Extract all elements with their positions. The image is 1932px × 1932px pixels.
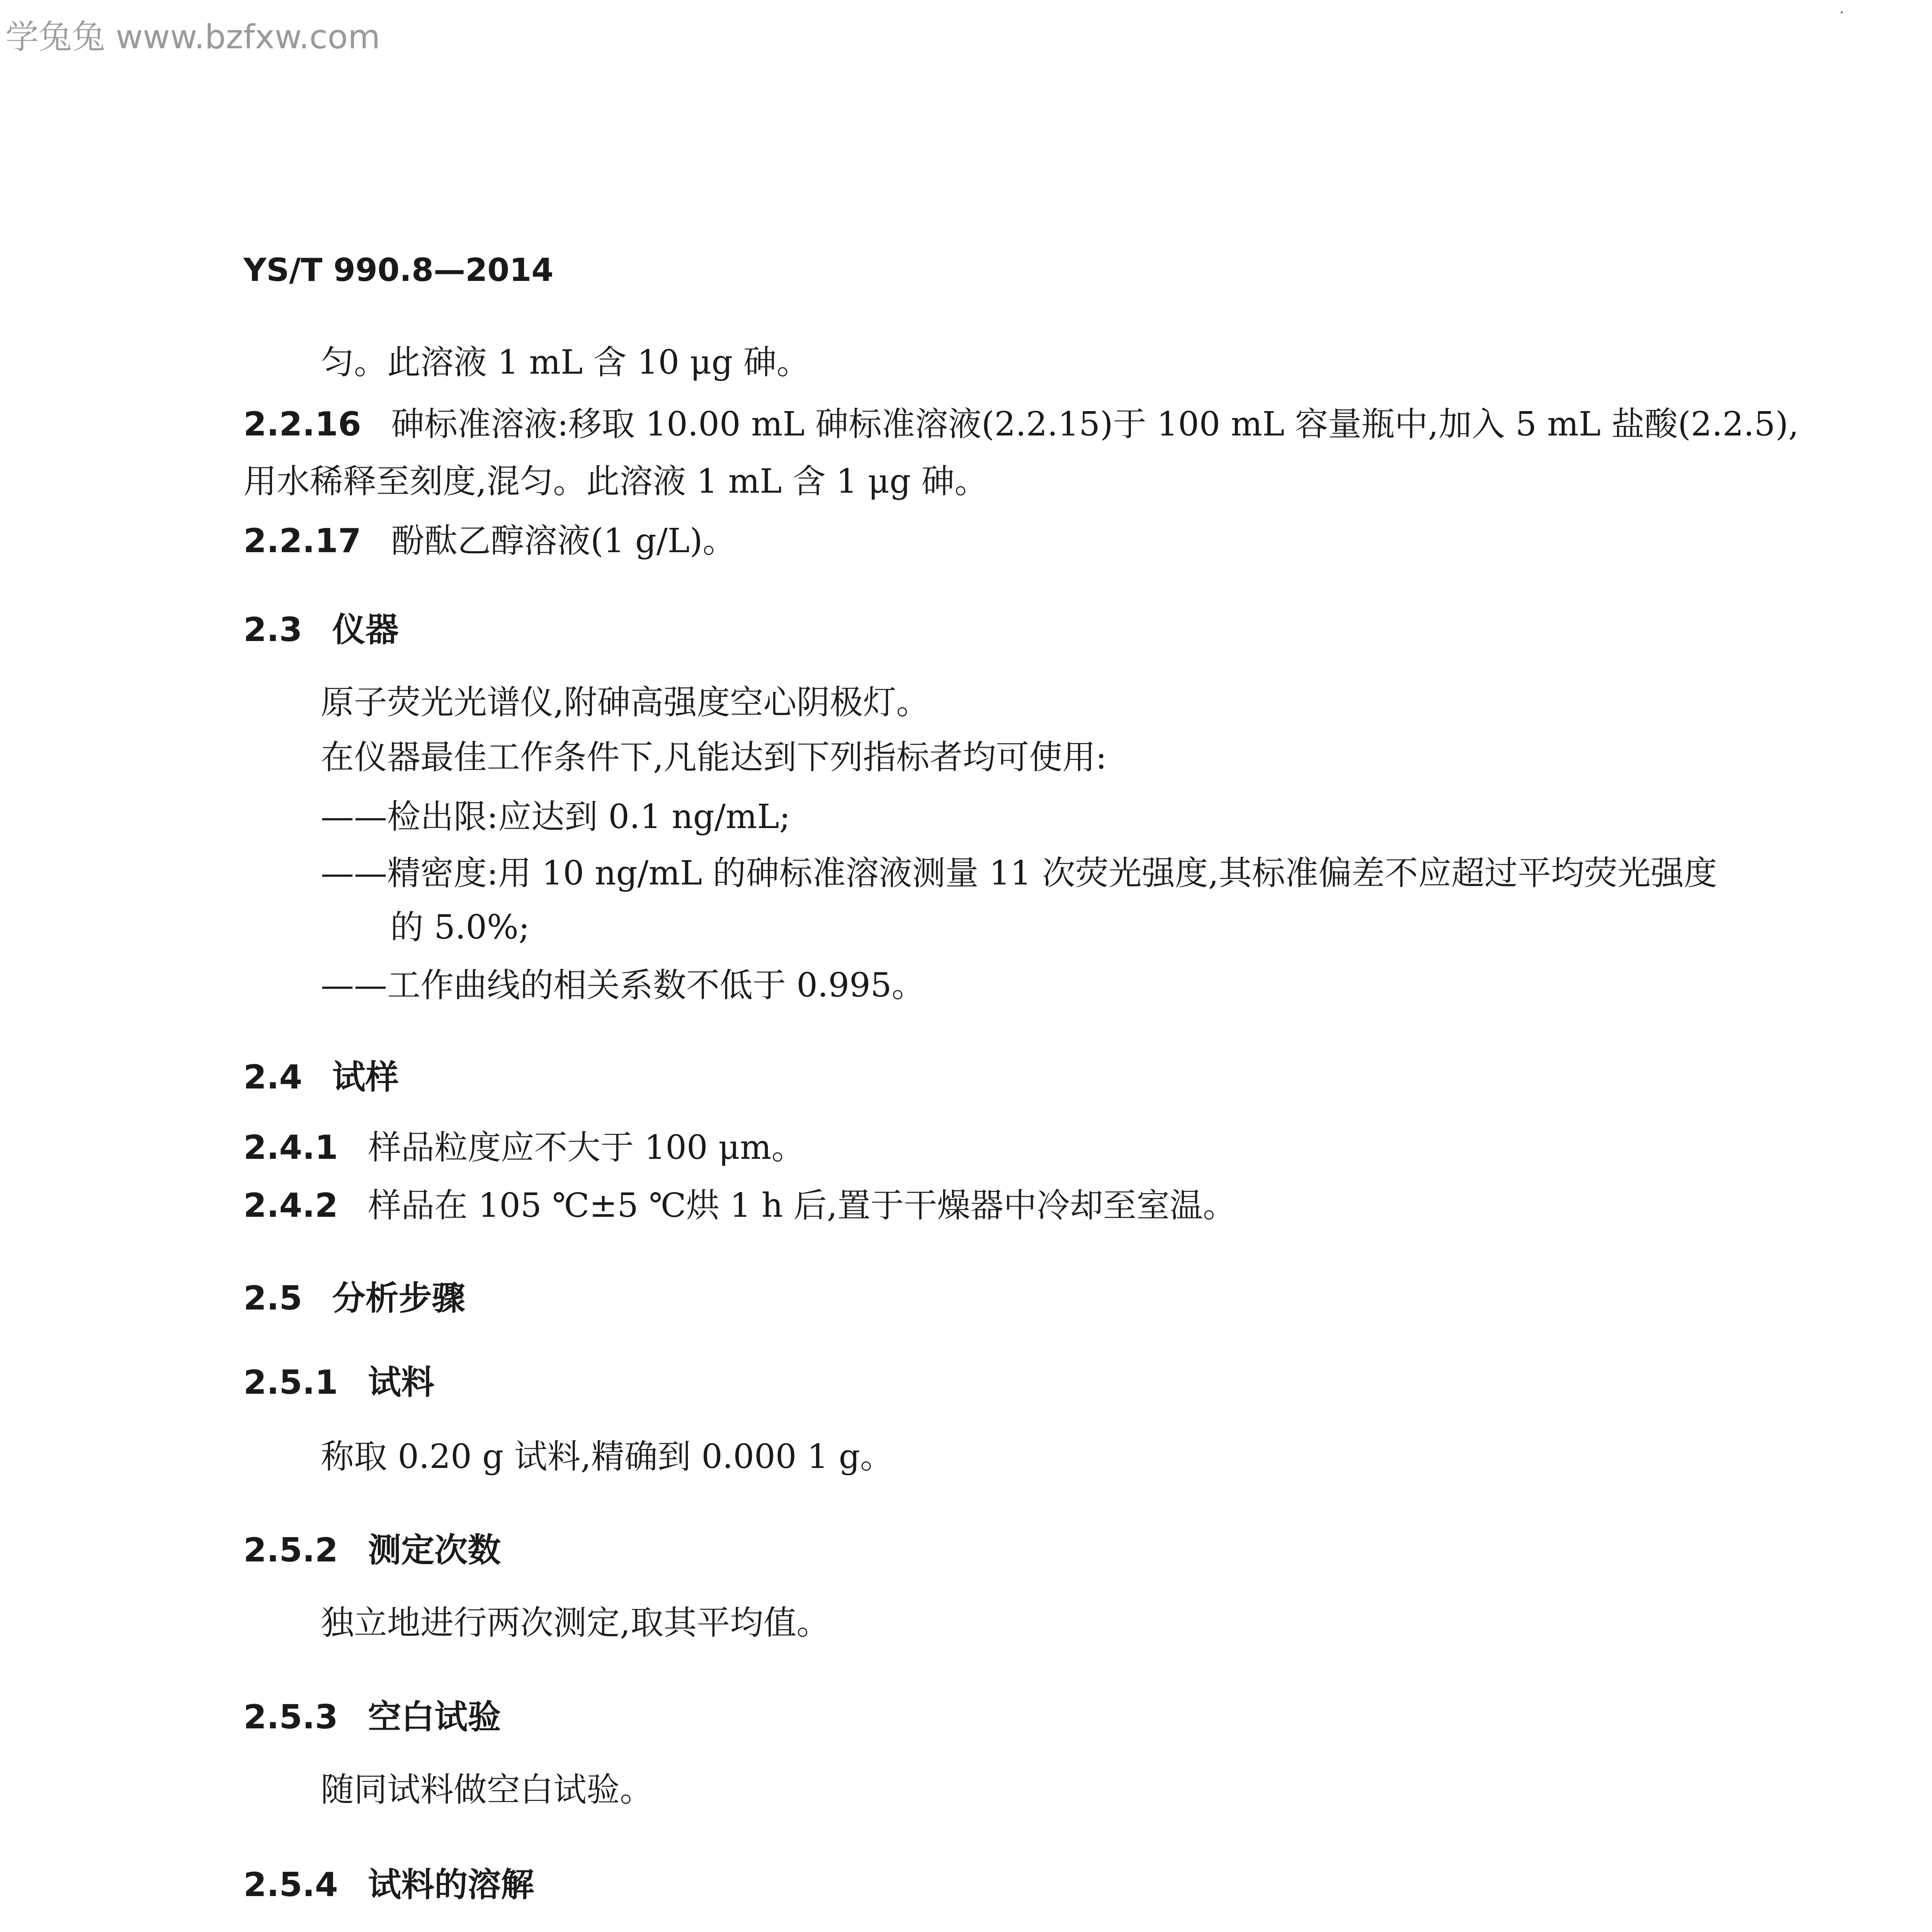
paragraph-continued: 匀。此溶液 1 mL 含 10 μg 砷。	[321, 343, 810, 382]
section-title: 空白试验	[368, 1698, 501, 1736]
list-item: ——检出限:应达到 0.1 ng/mL;	[321, 798, 791, 836]
clause-text: 样品在 105 ℃±5 ℃烘 1 h 后,置于干燥器中冷却至室温。	[368, 1186, 1236, 1225]
paragraph: 在仪器最佳工作条件下,凡能达到下列指标者均可使用:	[321, 738, 1107, 777]
clause-number: 2.4.2	[243, 1186, 338, 1225]
paragraph: 称取 0.20 g 试料,精确到 0.000 1 g。	[321, 1437, 893, 1476]
clause-2-2-16	[243, 405, 1799, 444]
clause-2-4-2	[243, 1186, 1236, 1225]
section-2-5-2-heading	[243, 1523, 501, 1571]
section-2-5-4-heading	[243, 1858, 534, 1906]
clause-2-4-1	[243, 1128, 805, 1167]
corner-mark: ·	[1839, 4, 1844, 22]
clause-2-2-16-line2: 用水稀释至刻度,混匀。此溶液 1 mL 含 1 μg 砷。	[243, 462, 988, 501]
section-number: 2.5.3	[243, 1698, 338, 1736]
watermark: 学兔兔 www.bzfxw.com	[5, 18, 381, 56]
clause-number: 2.2.17	[243, 522, 361, 560]
standard-number: YS/T 990.8—2014	[243, 252, 554, 289]
section-title: 分析步骤	[332, 1279, 465, 1318]
clause-text: 酚酞乙醇溶液(1 g/L)。	[391, 522, 736, 560]
paragraph: 随同试料做空白试验。	[321, 1770, 653, 1809]
section-2-5-1-heading	[243, 1355, 434, 1403]
paragraph: 原子荧光光谱仪,附砷高强度空心阴极灯。	[321, 683, 930, 722]
section-title: 试料	[368, 1363, 435, 1402]
section-2-4-heading	[243, 1050, 399, 1098]
clause-number: 2.4.1	[243, 1128, 338, 1167]
list-item: ——工作曲线的相关系数不低于 0.995。	[321, 966, 925, 1005]
section-title: 试料的溶解	[368, 1866, 534, 1904]
section-number: 2.5	[243, 1279, 303, 1318]
section-title: 测定次数	[368, 1531, 501, 1570]
clause-number: 2.2.16	[243, 405, 361, 444]
section-number: 2.4	[243, 1058, 303, 1097]
clause-text: 样品粒度应不大于 100 μm。	[368, 1128, 805, 1167]
section-2-5-heading	[243, 1271, 465, 1319]
clause-text: 砷标准溶液:移取 10.00 mL 砷标准溶液(2.2.15)于 100 mL 容量瓶中,加入 5 mL 盐酸(2.2.5),	[391, 405, 1799, 444]
section-title: 试样	[332, 1058, 399, 1097]
list-item: ——精密度:用 10 ng/mL 的砷标准溶液测量 11 次荧光强度,其标准偏差不应超过平均荧光强度	[321, 854, 1717, 893]
paragraph: 独立地进行两次测定,取其平均值。	[321, 1604, 830, 1642]
section-number: 2.3	[243, 611, 303, 649]
section-number: 2.5.4	[243, 1866, 338, 1904]
list-item-continued: 的 5.0%;	[390, 908, 530, 947]
section-number: 2.5.1	[243, 1363, 338, 1402]
section-2-5-3-heading	[243, 1690, 501, 1738]
clause-2-2-17	[243, 522, 736, 560]
section-title: 仪器	[332, 611, 399, 649]
section-2-3-heading	[243, 603, 399, 651]
section-number: 2.5.2	[243, 1531, 338, 1570]
